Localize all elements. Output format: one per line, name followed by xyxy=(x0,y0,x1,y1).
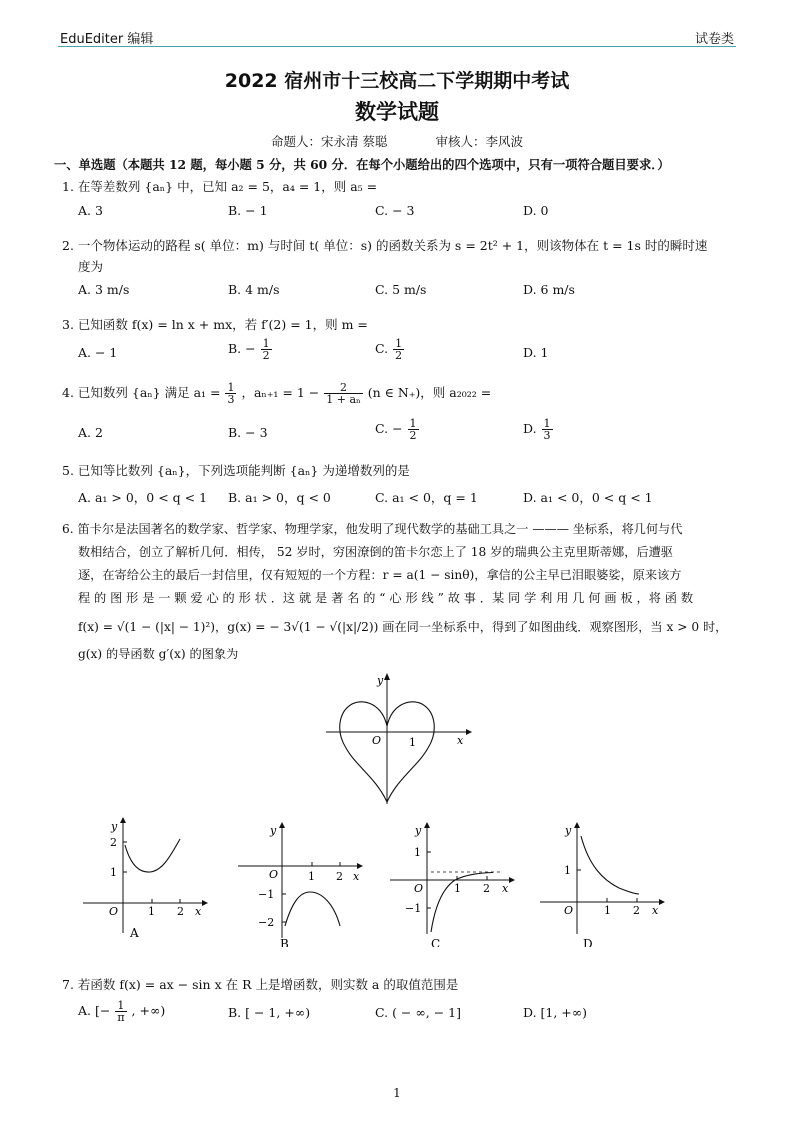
graph-d xyxy=(535,822,670,947)
q7-option-b: B. [ − 1, +∞) xyxy=(228,1005,311,1020)
svg-text:x: x xyxy=(652,904,659,917)
q1-option-d: D. 0 xyxy=(523,203,549,218)
svg-text:1: 1 xyxy=(414,846,421,859)
q2-option-c: C. 5 m/s xyxy=(375,282,427,297)
heart-tick-1: 1 xyxy=(409,736,416,749)
heart-y-label: y xyxy=(377,674,384,687)
svg-text:1: 1 xyxy=(110,866,117,879)
question-7: 7. 若函数 f(x) = ax − sin x 在 R 上是增函数，则实数 a 的取值范围是 xyxy=(62,977,459,992)
question-1: 1. 在等差数列 {aₙ} 中，已知 a₂ = 5，a₄ = 1，则 a₅ = xyxy=(62,179,378,194)
question-6-line2: 数相结合，创立了解析几何．相传， 52 岁时，穷困潦倒的笛卡尔恋上了 18 岁的瑞典公主克里斯蒂娜，后遭驱 xyxy=(78,545,673,559)
svg-text:2: 2 xyxy=(483,882,490,895)
svg-text:O: O xyxy=(109,905,119,918)
graph-b xyxy=(230,822,365,947)
svg-text:O: O xyxy=(564,904,574,917)
svg-text:y: y xyxy=(415,824,422,837)
q3-option-a: A. − 1 xyxy=(78,345,118,360)
q4-option-b: B. − 3 xyxy=(228,425,268,440)
svg-text:−1: −1 xyxy=(405,902,422,915)
q7-option-a: A. [− $\frac{1}{\pi}$ , +∞) xyxy=(78,999,166,1024)
q3-option-c: C. $\frac{1}{2}$ xyxy=(375,337,403,362)
svg-text:y: y xyxy=(111,820,118,833)
q2-option-d: D. 6 m/s xyxy=(523,282,575,297)
reviewer: 审核人：李风波 xyxy=(435,134,523,149)
svg-text:1: 1 xyxy=(454,882,461,895)
q2-option-b: B. 4 m/s xyxy=(228,282,280,297)
q3-option-b: B. − $\frac{1}{2}$ xyxy=(228,337,270,362)
q7-option-d: D. [1, +∞) xyxy=(523,1005,588,1020)
section-heading: 一、单选题（本题共 12 题，每小题 5 分，共 60 分．在每个小题给出的四个选项中，只有一项符合题目要求．） xyxy=(54,157,670,172)
svg-text:−1: −1 xyxy=(258,888,275,901)
question-3: 3. 已知函数 f(x) = ln x + mx，若 f′(2) = 1，则 m = xyxy=(62,317,368,332)
question-4: 4. 已知数列 {aₙ} 满足 a₁ = $\frac{1}{3}$ ，aₙ₊₁ = 1 − $\frac{2}{\text{1 + aₙ}}$ (n ∈ N₊)，则 a₂₀₂₂ = xyxy=(62,381,492,406)
page-number: 1 xyxy=(393,1086,401,1100)
q4-option-a: A. 2 xyxy=(78,425,103,440)
question-2-line1: 2. 一个物体运动的路程 s( 单位：m) 与时间 t( 单位：s) 的函数关系为 s = 2t² + 1，则该物体在 t = 1s 时的瞬时速 xyxy=(62,238,708,253)
authors xyxy=(0,132,794,150)
svg-text:2: 2 xyxy=(336,870,343,883)
header-left: EduEditer 编辑 xyxy=(60,32,154,47)
graph-c xyxy=(385,822,520,947)
graph-d-label: D xyxy=(583,937,593,947)
graph-a xyxy=(78,815,213,940)
q4-option-c: C. − $\frac{1}{2}$ xyxy=(375,417,417,442)
heart-origin: O xyxy=(372,734,382,747)
svg-text:y: y xyxy=(565,824,572,837)
question-6-line5: f(x) = √(1 − (|x| − 1)²)，g(x) = − 3√(1 − √(|x|/2)) 画在同一坐标系中，得到了如图曲线．观察图形，当 x > 0 时， xyxy=(78,620,728,634)
setter: 命题人：宋永清 蔡聪 xyxy=(271,134,388,149)
exam-title: 2022 宿州市十三校高二下学期期中考试 xyxy=(224,70,570,92)
q5-option-c: C. a₁ < 0，q = 1 xyxy=(375,490,478,505)
q2-option-a: A. 3 m/s xyxy=(78,282,130,297)
svg-text:1: 1 xyxy=(308,870,315,883)
svg-text:x: x xyxy=(353,870,360,883)
question-6-line4: 程 的 图 形 是 一 颗 爱 心 的 形 状 ．这 就 是 著 名 的 “ 心 形 线 ” 故 事 ．某 同 学 利 用 几 何 画 板 ，将 函 数 xyxy=(78,591,694,605)
svg-text:2: 2 xyxy=(633,904,640,917)
graph-a-label: A xyxy=(130,926,139,940)
question-6-line6: g(x) 的导函数 g′(x) 的图象为 xyxy=(78,647,239,661)
graph-b-label: B xyxy=(280,937,289,947)
q3-option-d: D. 1 xyxy=(523,345,549,360)
heart-x-label: x xyxy=(457,734,464,747)
question-2-line2: 度为 xyxy=(78,259,104,274)
q4-option-d: D. $\frac{1}{3}$ xyxy=(523,417,551,442)
svg-text:2: 2 xyxy=(177,905,184,918)
question-6-line3: 逐，在寄给公主的最后一封信里，仅有短短的一个方程：r = a(1 − sinθ)，拿信的公主早已泪眼婆娑，原来该方 xyxy=(78,568,682,582)
q5-option-b: B. a₁ > 0，q < 0 xyxy=(228,490,331,505)
svg-text:y: y xyxy=(270,824,277,837)
page-header xyxy=(58,28,736,47)
svg-text:1: 1 xyxy=(148,905,155,918)
heart-figure xyxy=(320,670,480,805)
q5-option-a: A. a₁ > 0，0 < q < 1 xyxy=(78,490,208,505)
header-right: 试卷类 xyxy=(694,32,734,47)
exam-subtitle: 数学试题 xyxy=(355,100,439,124)
q5-option-d: D. a₁ < 0，0 < q < 1 xyxy=(523,490,653,505)
q7-option-c: C. ( − ∞, − 1] xyxy=(375,1005,461,1020)
svg-text:−2: −2 xyxy=(258,916,275,929)
svg-text:O: O xyxy=(414,882,424,895)
svg-text:x: x xyxy=(195,905,202,918)
svg-text:O: O xyxy=(269,868,279,881)
svg-text:1: 1 xyxy=(564,864,571,877)
q1-option-c: C. − 3 xyxy=(375,203,415,218)
question-6-line1: 6. 笛卡尔是法国著名的数学家、哲学家、物理学家，他发明了现代数学的基础工具之一 ——— 坐标系，将几何与代 xyxy=(62,522,683,536)
svg-text:1: 1 xyxy=(604,904,611,917)
q1-option-a: A. 3 xyxy=(78,203,103,218)
q1-option-b: B. − 1 xyxy=(228,203,268,218)
svg-text:x: x xyxy=(502,882,509,895)
svg-text:2: 2 xyxy=(110,836,117,849)
graph-c-label: C xyxy=(431,937,441,947)
question-5: 5. 已知等比数列 {aₙ}，下列选项能判断 {aₙ} 为递增数列的是 xyxy=(62,463,410,478)
